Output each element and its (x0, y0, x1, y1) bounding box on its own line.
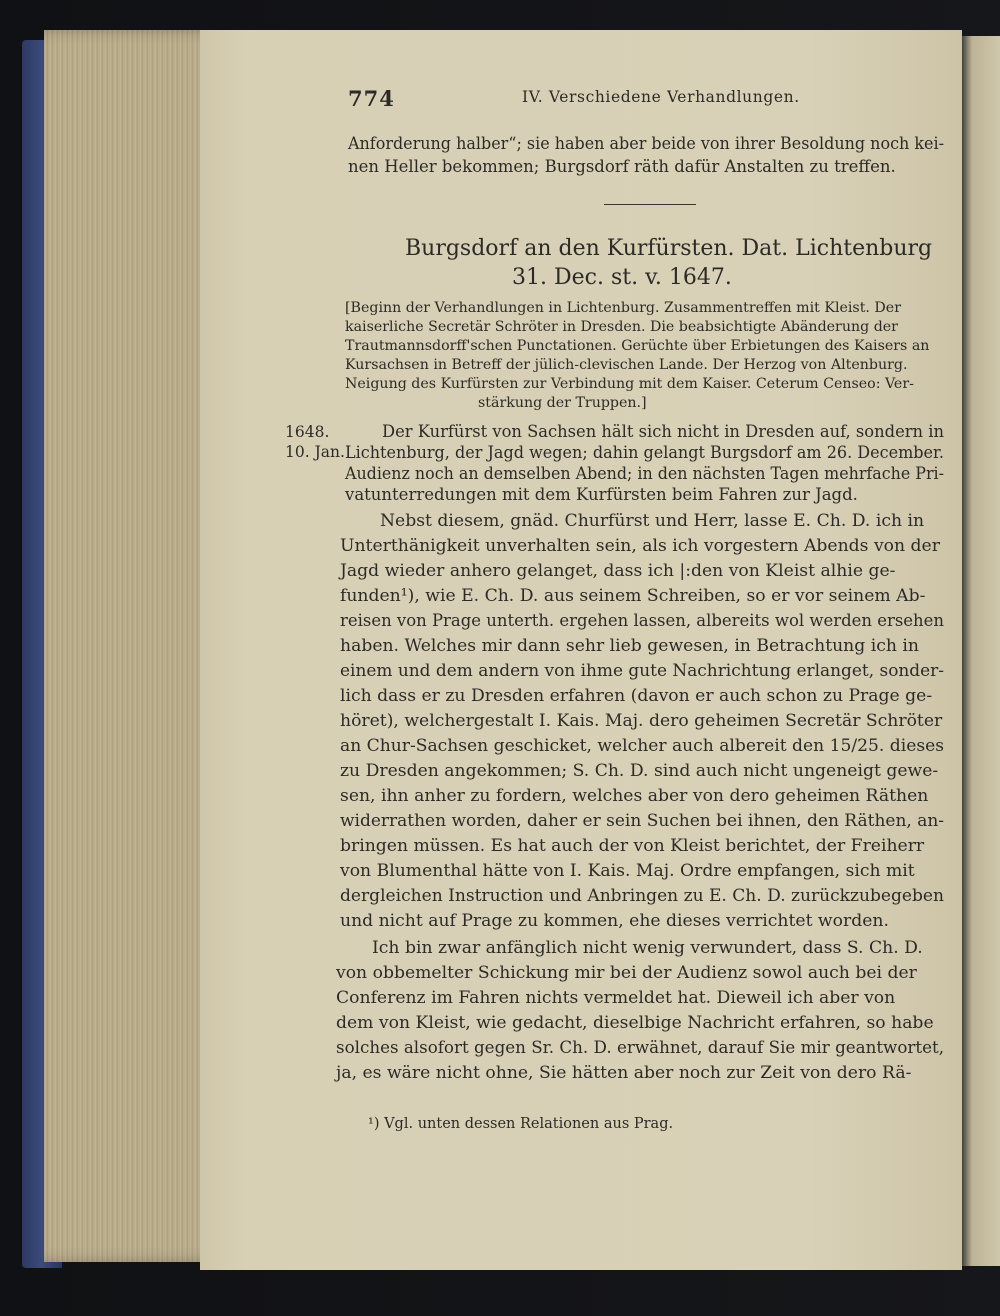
summary-line: Kursachsen in Betreff der jülich-clevischen Lande. Der Herzog von Altenburg. (345, 357, 908, 373)
body-line: Jagd wieder anhero gelanget, dass ich |:den von Kleist alhie ge- (340, 561, 896, 581)
footnote: ¹) Vgl. unten dessen Relationen aus Prag. (368, 1116, 674, 1132)
body-line: von obbemelter Schickung mir bei der Audienz sowol auch bei der (336, 963, 917, 983)
summary-line: Trautmannsdorff'schen Punctationen. Gerüchte über Erbietungen des Kaisers an (345, 338, 930, 354)
running-title: IV. Verschiedene Verhandlungen. (522, 88, 800, 106)
text-line: Anforderung halber“; sie haben aber beide von ihrer Besoldung noch kei- (348, 134, 944, 153)
body-line: Nebst diesem, gnäd. Churfürst und Herr, lasse E. Ch. D. ich in (380, 511, 925, 531)
body-line: dem von Kleist, wie gedacht, dieselbige Nachricht erfahren, so habe (336, 1013, 934, 1033)
summary-line: kaiserliche Secretär Schröter in Dresden. Die beabsichtigte Abänderung der (345, 319, 898, 335)
body-line: höret), welchergestalt I. Kais. Maj. dero geheimen Secretär Schröter (340, 711, 943, 731)
context-line: Audienz noch an demselben Abend; in den nächsten Tagen mehrfache Pri- (345, 464, 944, 483)
body-line: haben. Welches mir dann sehr lieb gewesen, in Betrachtung ich in (340, 636, 919, 656)
body-line: zu Dresden angekommen; S. Ch. D. sind auch nicht ungeneigt gewe- (340, 761, 939, 781)
body-line: sen, ihn anher zu fordern, welches aber von dero geheimen Räthen (340, 786, 929, 806)
body-line: widerrathen worden, daher er sein Suchen bei ihnen, den Räthen, an- (340, 811, 945, 831)
margin-date: 10. Jan. (285, 443, 345, 461)
body-line: dergleichen Instruction und Anbringen zu E. Ch. D. zurückzubegeben (340, 886, 944, 906)
body-line: funden¹), wie E. Ch. D. aus seinem Schreiben, so er vor seinem Ab- (340, 586, 926, 606)
body-line: einem und dem andern von ihme gute Nachrichtung erlanget, sonder- (340, 661, 945, 681)
body-line: reisen von Prage unterth. ergehen lassen, albereits wol werden ersehen (340, 611, 944, 631)
body-line: Unterthänigkeit unverhalten sein, als ich vorgestern Abends von der (340, 536, 940, 556)
context-line: vatunterredungen mit dem Kurfürsten beim Fahren zur Jagd. (345, 485, 858, 504)
body-line: lich dass er zu Dresden erfahren (davon er auch schon zu Prage ge- (340, 686, 933, 706)
next-page-edge (960, 36, 1000, 1266)
body-line: von Blumenthal hätte von I. Kais. Maj. Ordre empfangen, sich mit (340, 861, 915, 881)
section-divider (604, 204, 696, 205)
summary-line: stärkung der Truppen.] (478, 395, 647, 411)
page-edges (44, 30, 224, 1262)
body-line: Ich bin zwar anfänglich nicht wenig verwundert, dass S. Ch. D. (372, 938, 923, 958)
body-line: ja, es wäre nicht ohne, Sie hätten aber noch zur Zeit von dero Rä- (336, 1063, 912, 1083)
summary-line: [Beginn der Verhandlungen in Lichtenburg. Zusammentreffen mit Kleist. Der (345, 300, 901, 316)
body-line: bringen müssen. Es hat auch der von Kleist berichtet, der Freiherr (340, 836, 925, 856)
body-line: an Chur-Sachsen geschicket, welcher auch albereit den 15/25. dieses (340, 736, 945, 756)
context-line: Der Kurfürst von Sachsen hält sich nicht in Dresden auf, sondern in (382, 422, 944, 441)
document-heading: Burgsdorf an den Kurfürsten. Dat. Lichtenburg (405, 236, 933, 261)
summary-line: Neigung des Kurfürsten zur Verbindung mit dem Kaiser. Ceterum Censeo: Ver- (345, 376, 914, 392)
body-line: Conferenz im Fahren nichts vermeldet hat. Dieweil ich aber von (336, 988, 896, 1008)
page-number: 774 (348, 86, 395, 111)
margin-year: 1648. (285, 423, 330, 441)
body-line: solches alsofort gegen Sr. Ch. D. erwähnet, darauf Sie mir geantwortet, (336, 1038, 945, 1058)
body-line: und nicht auf Prage zu kommen, ehe dieses verrichtet worden. (340, 911, 889, 931)
document-date: 31. Dec. st. v. 1647. (512, 265, 732, 290)
context-line: Lichtenburg, der Jagd wegen; dahin gelangt Burgsdorf am 26. December. (345, 443, 945, 462)
text-line: nen Heller bekommen; Burgsdorf räth dafür Anstalten zu treffen. (348, 157, 896, 176)
